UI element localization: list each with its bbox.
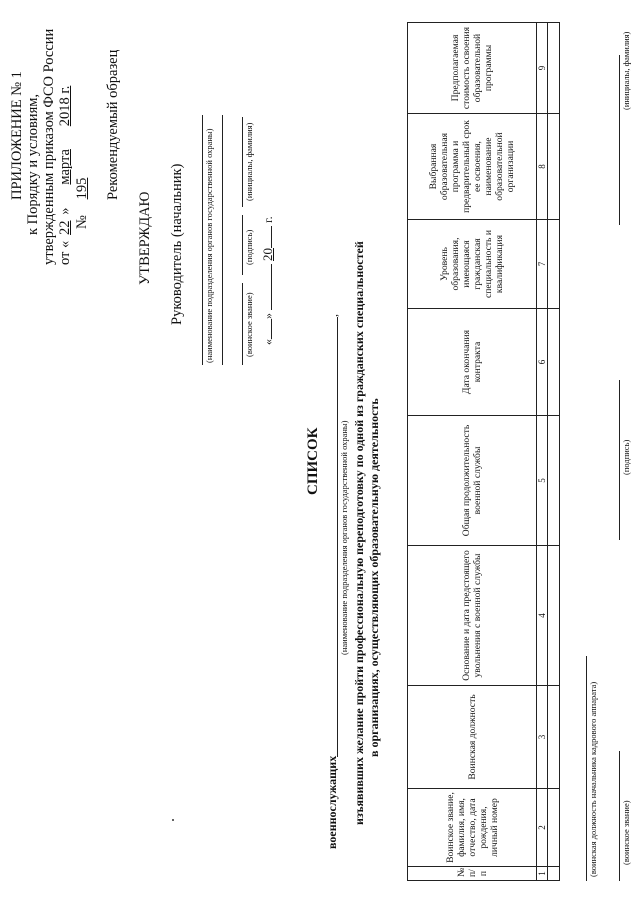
list-title: СПИСОК [305,427,321,495]
footer-name-caption: (инициалы, фамилия) [621,31,631,110]
header-cell: Основание и дата предстоящего увольнения с военной службы [408,546,537,686]
appendix-title: ПРИЛОЖЕНИЕ № 1 [9,71,25,200]
approval-date: «» 20 г. [260,216,275,345]
heading-unit-line [337,317,338,757]
servicemen-label: военнослужащих [325,755,339,849]
footer-name-line [619,55,620,225]
heading-comma: , [326,314,340,317]
header-cell: Дата окончания контракта [408,309,537,416]
header-cell: Воинская должность [408,686,537,789]
approval-name-line [242,117,243,207]
table-header-row [408,23,537,881]
column-number: 5 [537,416,548,546]
heading-unit-caption: (наименование подразделения органов государственной охраны) [339,420,349,655]
footer-sign-caption: (подпись) [621,439,631,475]
approval-rank-caption: (воинское звание) [244,292,254,357]
header-cell: Общая продолжительность военной службы [408,416,537,546]
table-cell [548,309,560,416]
appendix-number: № 195 [74,177,90,229]
header-cell: Уровень образования, имеющаяся гражданская специальность и квалификация [408,220,537,309]
header-cell: Выбранная образовательная программа и предварительный срок ее освоения, наименование образовательной организации [408,114,537,220]
column-number: 9 [537,23,548,114]
approval-unit-caption: (наименование подразделения органов государственной охраны) [204,128,214,363]
table-cell [548,416,560,546]
footer-position-caption: (воинская должность начальника кадрового аппарата) [588,681,598,877]
appendix-date: от «22» марта 2018 г. [57,85,73,265]
footer-sign-line [619,380,620,540]
column-number: 4 [537,546,548,686]
footer-rank-caption: (воинское звание) [621,800,631,865]
appendix-line3: утвержденным приказом ФСО России [41,28,57,265]
column-number: 1 [537,867,548,881]
table-cell [548,546,560,686]
recommended-sample: Рекомендуемый образец [105,49,121,200]
header-cell: Воинское звание, фамилия, имя, отчество, дата рождения, личный номер [408,789,537,867]
column-number: 2 [537,789,548,867]
appendix-line2: к Порядку и условиям, [25,93,41,235]
scan-speck [172,819,174,821]
column-number: 3 [537,686,548,789]
approval-name-caption: (инициалы, фамилия) [244,122,254,201]
header-cell: Предполагаемая стоимость освоения образовательной программы [408,23,537,114]
column-number: 7 [537,220,548,309]
column-number: 8 [537,114,548,220]
approval-unit-line [202,115,203,365]
approval-rank-line [242,283,243,365]
approval-sign-caption: (подпись) [244,229,254,265]
servicemen-table [407,22,560,881]
table-cell [548,867,560,881]
table-number-row [537,23,548,881]
approval-head: Руководитель (начальник) [169,163,185,325]
heading-line4: в организациях, осуществляющих образовательную деятельность [367,398,381,757]
header-cell: № п/п [408,867,537,881]
approval-title: УТВЕРЖДАЮ [137,191,153,285]
table-cell [548,789,560,867]
approval-unit-line2 [222,115,223,365]
footer-rank-line [619,751,620,881]
table-cell [548,220,560,309]
footer-position-line [586,656,587,881]
table-cell [548,114,560,220]
table-cell [548,23,560,114]
heading-line3: изъявивших желание пройти профессиональную переподготовку по одной из гражданских специальностей [352,241,366,825]
column-number: 6 [537,309,548,416]
table-row [548,23,560,881]
table-cell [548,686,560,789]
approval-sign-line [242,215,243,275]
